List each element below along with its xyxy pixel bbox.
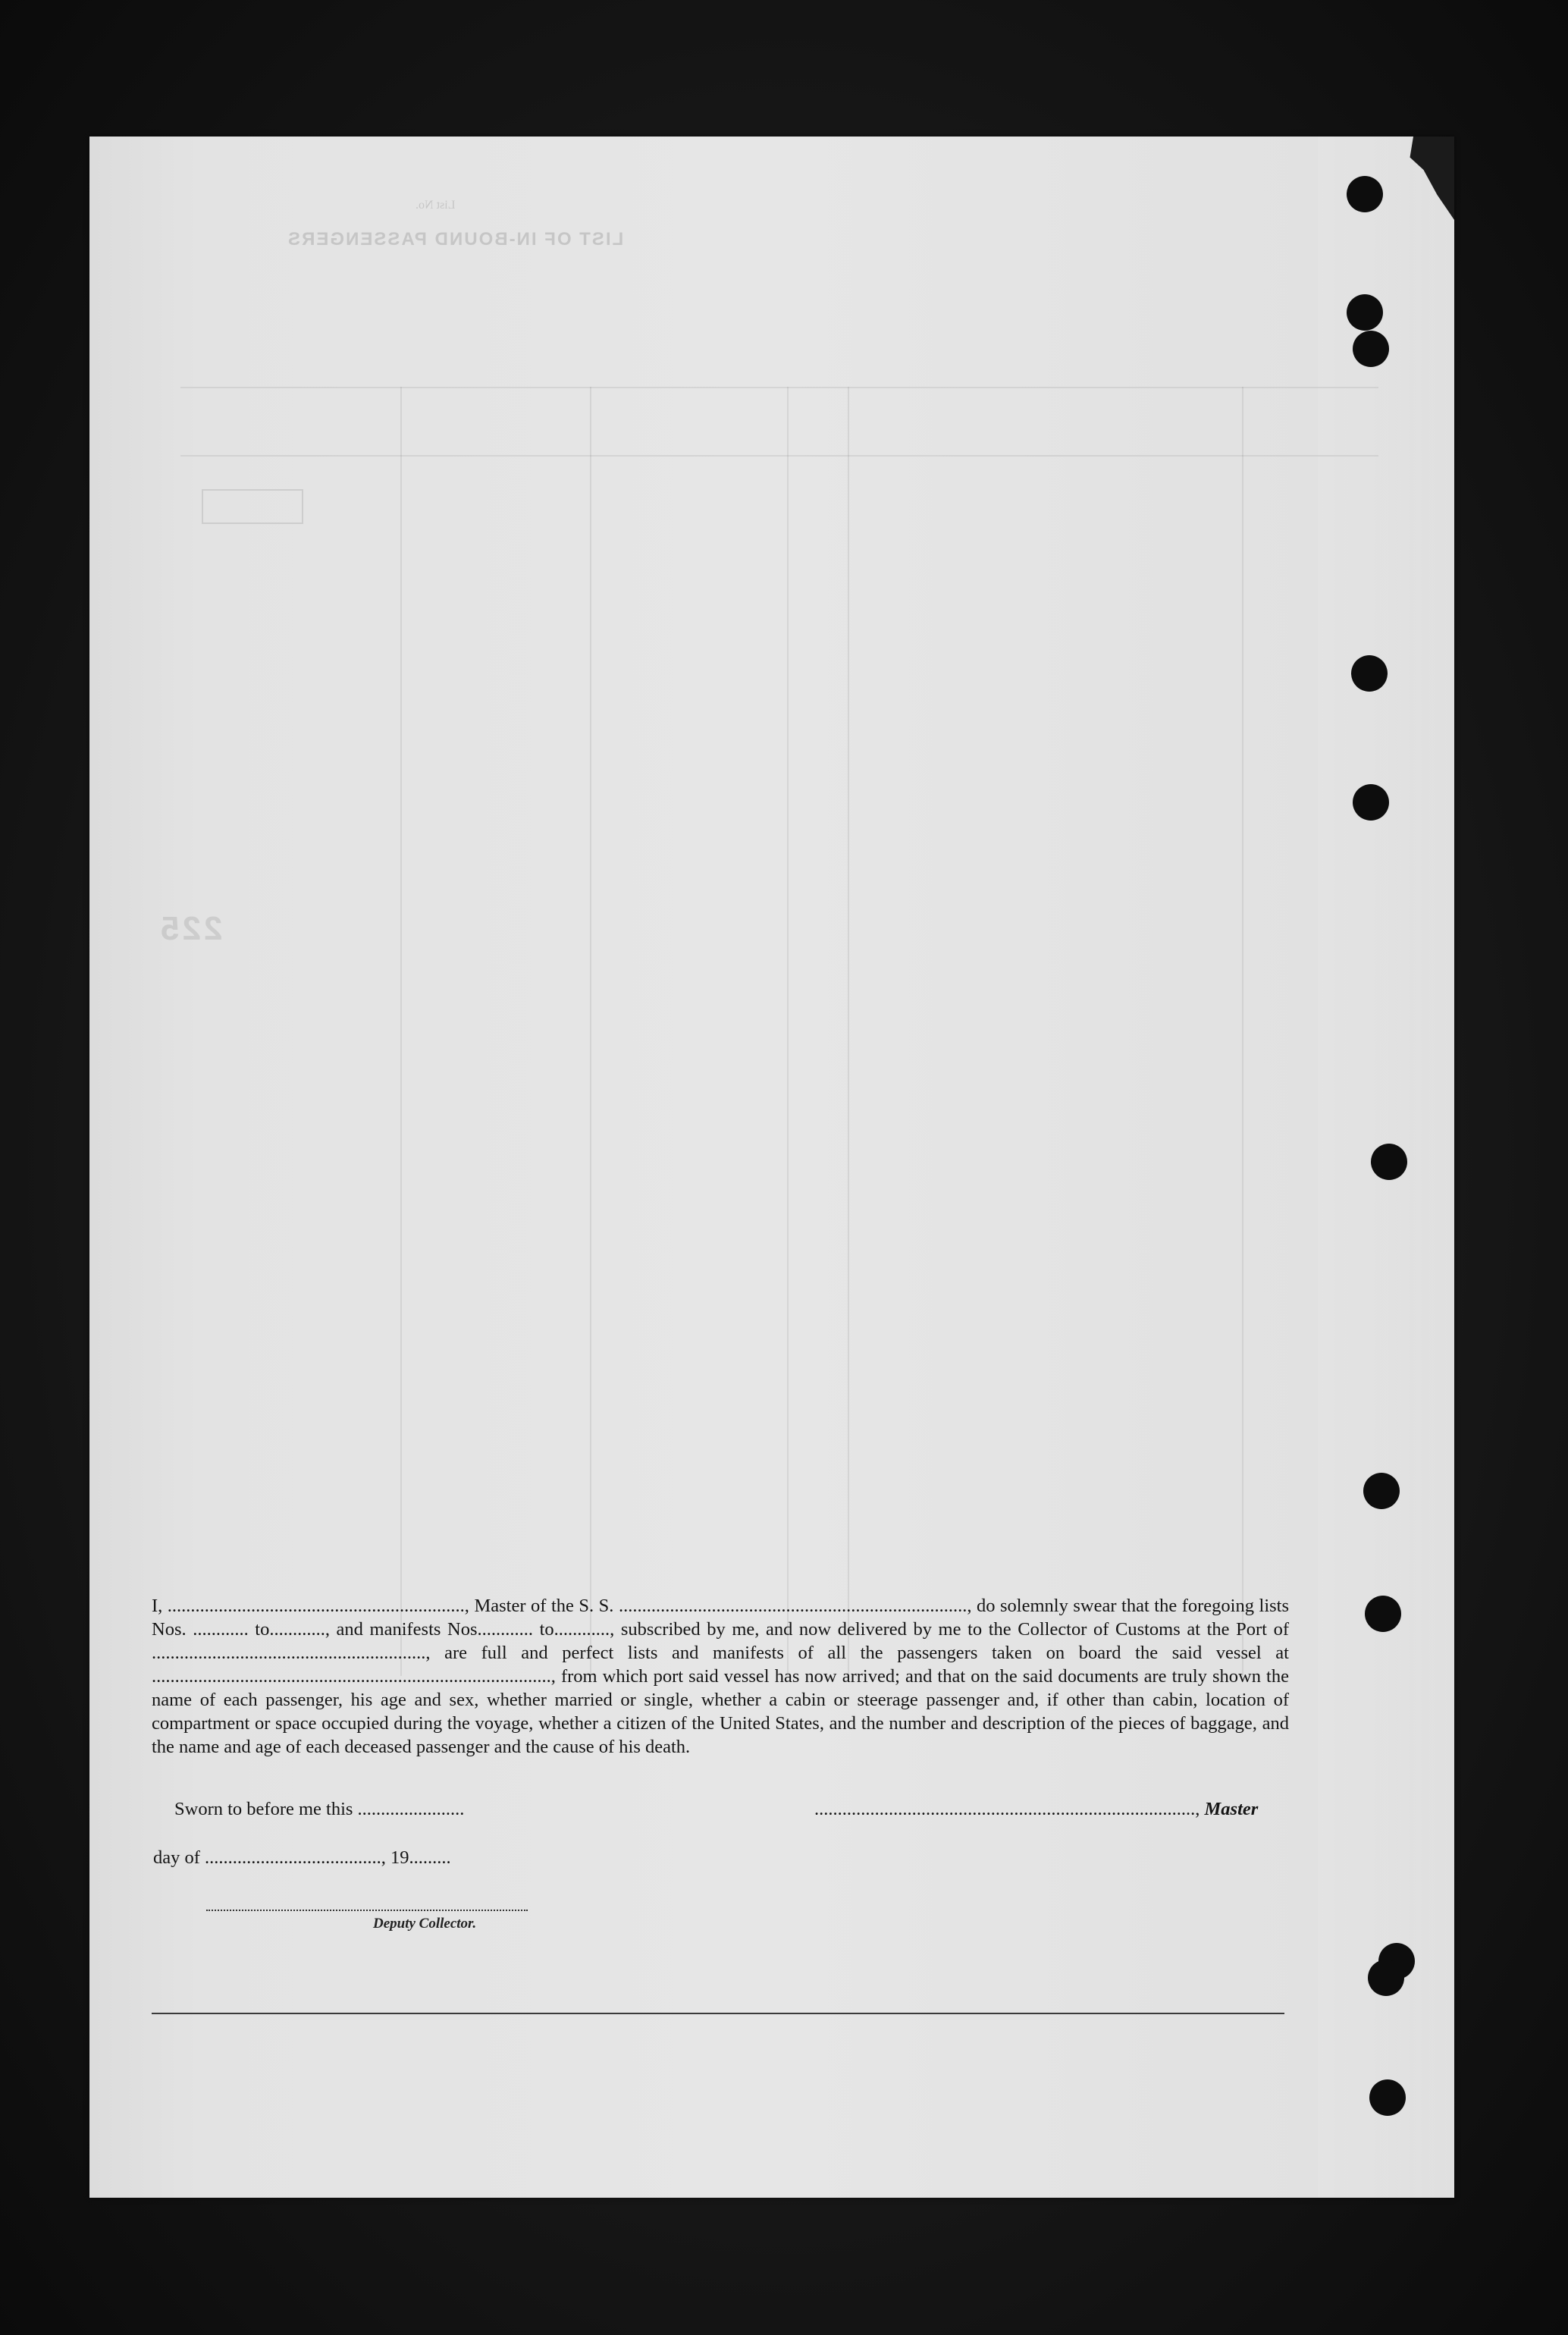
ghost-rule [180,387,1378,388]
ghost-list-no: List No. [416,199,456,212]
ghost-title: LIST OF IN-BOUND PASSENGERS [287,229,624,250]
master-signature-line [814,1799,1258,1820]
ghost-rule [590,387,591,1676]
ghost-rule [848,387,849,1676]
punch-hole [1365,1596,1401,1632]
oath-paragraph [152,1594,1289,1759]
ghost-box [202,489,303,524]
deputy-collector-label: Deputy Collector. [373,1916,477,1932]
punch-hole [1353,331,1389,367]
deputy-signature-rule [206,1910,528,1911]
master-label: Master [1204,1799,1259,1819]
punch-hole [1369,2079,1406,2116]
ghost-rule [400,387,402,1676]
punch-hole [1353,784,1389,821]
oath-text: I, ................................................................, Master of the S. S. ..........................................................................., do solemnly swear that the foregoing lists Nos. ............ to............, and manifests Nos............ to............, subscribed by me, and now delivered by me to the Collector of Customs at the Port of ..........................................................., are full and perfect lists and manifests of all the passengers taken on board the said vessel at ......................................................................................, from which port said vessel has now arrived; and that on the said documents are truly shown the name of each passenger, his age and sex, whether married or single, whether a cabin or steerage passenger and, if other than cabin, location of compartment or space occupied during the voyage, whether a citizen of the United States, and the number and description of the pieces of baggage, and the name and age of each deceased passenger and the cause of his death. [152,1596,1289,1757]
punch-hole [1363,1473,1400,1509]
day-of-line: day of ......................................, 19......... [153,1847,451,1868]
ghost-stamp-number: 225 [158,910,223,947]
punch-hole [1368,1960,1404,1996]
ghost-rule [180,455,1378,457]
bottom-rule [152,2013,1284,2014]
signature-block [152,1797,1289,1949]
punch-hole [1347,176,1383,212]
ghost-rule [1242,387,1243,1676]
ghost-rule [787,387,789,1676]
punch-hole [1371,1144,1407,1180]
punch-hole [1347,294,1383,331]
master-dotted-line: .................................................................................., [814,1799,1205,1819]
sworn-line: Sworn to before me this ....................... [174,1799,465,1819]
punch-hole [1351,655,1388,692]
